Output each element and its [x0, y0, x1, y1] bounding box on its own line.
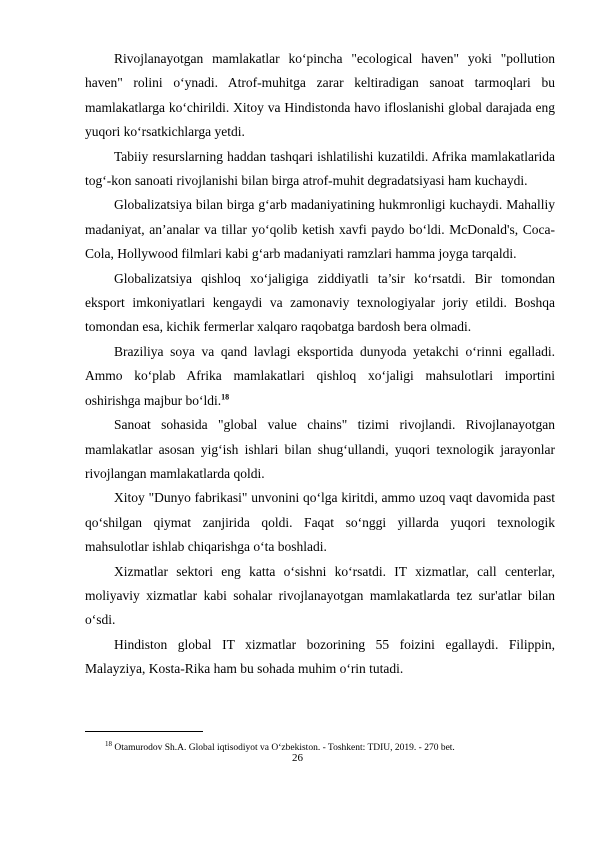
- paragraph-brazil-text: Braziliya soya va qand lavlagi eksportida dunyoda yetakchi o‘rinni egalladi. Ammo ko‘plab Afrika mamlakatlari qishloq xo‘jaligi mahsulotlari importini oshirishga majbur bo‘ldi.: [85, 343, 555, 408]
- paragraph-services-sector: Xizmatlar sektori eng katta o‘sishni ko‘rsatdi. IT xizmatlar, call centerlar, moliyaviy xizmatlar kabi sohalar rivojlanayotgan mamlakatlarda tez sur'atlar bilan o‘sdi.: [85, 563, 555, 628]
- paragraph-western-culture: Globalizatsiya bilan birga g‘arb madaniyatining hukmronligi kuchaydi. Mahalliy madaniyat, an’analar va tillar yo‘qolib ketish xavfi paydo bo‘ldi. McDonald's, Coca-Cola, Hollywood filmlari kabi g‘arb madaniyati ramzlari hamma joyga tarqaldi.: [85, 197, 555, 262]
- paragraph-value-chains: Sanoat sohasida "global value chains" tizimi rivojlandi. Rivojlanayotgan mamlakatlar asosan yig‘ish ishlari bilan shug‘ullandi, yuqori texnologik jarayonlar rivojlangan mamlakatlarda qoldi.: [85, 417, 555, 481]
- footnote-text: Otamurodov Sh.A. Global iqtisodiyot va O‘zbekiston. - Toshkent: TDIU, 2019. - 270 bet.: [114, 743, 455, 754]
- paragraph-pollution-haven: Rivojlanayotgan mamlakatlar ko‘pincha "ecological haven" yoki "pollution haven" rolini o‘ynadi. Atrof-muhitga zarar keltiradigan sanoat tarmoqlari bu mamlakatlarga ko‘chirildi. Xitoy va Hindistonda havo ifloslanishi global darajada eng yuqori ko‘rsatkichlarga yetdi.: [85, 51, 555, 140]
- page-number: 26: [292, 752, 303, 764]
- paragraph-agriculture: Globalizatsiya qishloq xo‘jaligiga ziddiyatli ta’sir ko‘rsatdi. Bir tomondan eksport imkoniyatlari kengaydi va zamonaviy texnologiyalar joriy etildi. Boshqa tomondan esa, kichik fermerlar xalqaro raqobatga bardosh bera olmadi.: [85, 270, 555, 335]
- document-body: [85, 47, 555, 682]
- paragraph-india-it: Hindiston global IT xizmatlar bozorining 55 foizini egallaydi. Filippin, Malayziya, Kosta-Rika ham bu sohada muhim o‘rin tutadi.: [85, 636, 555, 677]
- paragraph-natural-resources: Tabiiy resurslarning haddan tashqari ishlatilishi kuzatildi. Afrika mamlakatlarida tog‘-kon sanoati rivojlanishi bilan birga atrof-muhit degradatsiyasi ham kuchaydi.: [85, 148, 555, 189]
- paragraph-brazil-exports: [85, 340, 555, 413]
- footnote-reference[interactable]: 18: [221, 392, 230, 402]
- footnote-separator: [85, 731, 203, 732]
- footnote-number: 18: [105, 740, 112, 748]
- paragraph-china-factory: Xitoy "Dunyo fabrikasi" unvonini qo‘lga kiritdi, ammo uzoq vaqt davomida past qo‘shilgan qiymat zanjirida qoldi. Faqat so‘nggi yillarda yuqori texnologik mahsulotlar ishlab chiqarishga o‘ta boshladi.: [85, 490, 555, 555]
